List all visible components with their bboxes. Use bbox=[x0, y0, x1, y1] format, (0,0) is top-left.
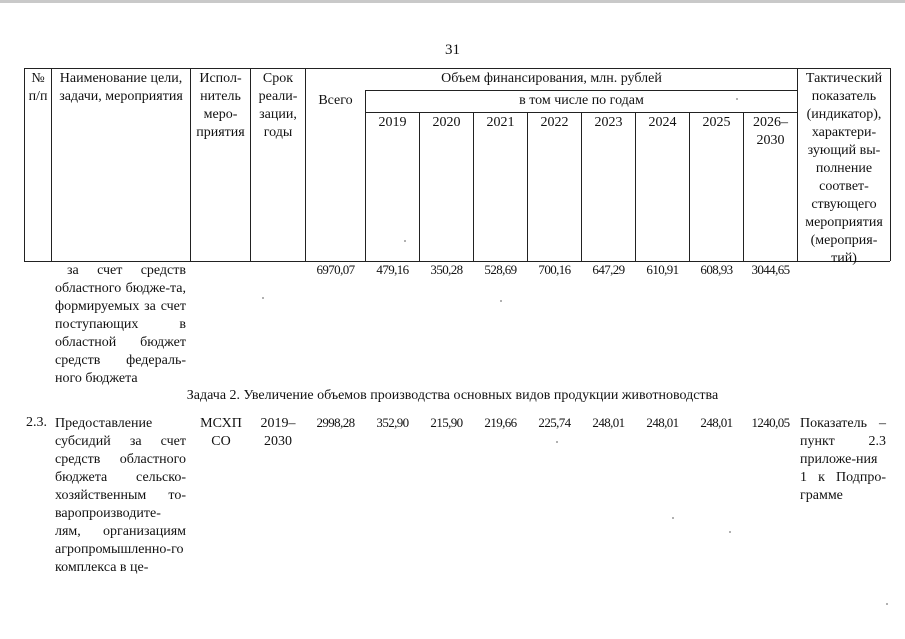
row-2-3-value: 1240,05 bbox=[751, 415, 790, 430]
header-year: 2020 bbox=[432, 115, 461, 130]
row-2-3-number: 2.3. bbox=[26, 415, 47, 430]
row-regional-value: 479,16 bbox=[376, 262, 409, 277]
header-executor: Испол-нитель меро-приятия bbox=[196, 71, 245, 140]
task-title: Задача 2. Увеличение объемов производства основных видов продукции животноводства bbox=[186, 388, 719, 403]
row-regional-total: 6970,07 bbox=[316, 262, 355, 277]
row-regional-text: за счет средств областного бюдже-та, формируемых за счет поступающих в областной бюджет средств федераль-ного бюджета bbox=[55, 263, 186, 386]
header-year: 2025 bbox=[702, 115, 731, 130]
row-regional-value: 610,91 bbox=[646, 262, 679, 277]
row-regional-value: 608,93 bbox=[700, 262, 733, 277]
header-no: № п/п bbox=[28, 71, 48, 104]
header-year: 2021 bbox=[486, 115, 515, 130]
header-term: Срок реали-зации, годы bbox=[258, 71, 298, 140]
header-total: Всего bbox=[318, 93, 353, 108]
header-year: 2026– 2030 bbox=[753, 115, 788, 148]
row-regional-value: 528,69 bbox=[484, 262, 517, 277]
header-financing: Объем финансирования, млн. рублей bbox=[441, 71, 662, 86]
row-2-3-text: Предоставление субсидий за счет средств областного бюджета сельско-хозяйственным то-варопроизводите-лям, организациям агропромышленно-го комплекса в це- bbox=[55, 416, 186, 575]
row-2-3-value: 215,90 bbox=[430, 415, 463, 430]
page-top-edge bbox=[0, 0, 905, 3]
row-2-3-value: 248,01 bbox=[700, 415, 733, 430]
header-indicator: Тактический показатель (индикатор), характери-зующий вы-полнение соответ-ствующего мероприятия (мероприя-тий) bbox=[805, 71, 883, 266]
row-2-3-value: 219,66 bbox=[484, 415, 517, 430]
header-year: 2024 bbox=[648, 115, 677, 130]
header-year: 2023 bbox=[594, 115, 623, 130]
header-year: 2019 bbox=[378, 115, 407, 130]
row-2-3-indicator: Показатель – пункт 2.3 приложе-ния 1 к Подпро-грамме bbox=[800, 416, 886, 503]
header-by-years: в том числе по годам bbox=[519, 93, 644, 108]
row-2-3-total: 2998,28 bbox=[316, 415, 355, 430]
row-2-3-executor: МСХП СО bbox=[200, 416, 242, 449]
row-2-3-term: 2019– 2030 bbox=[260, 416, 296, 449]
row-regional-value: 350,28 bbox=[430, 262, 463, 277]
row-2-3-value: 352,90 bbox=[376, 415, 409, 430]
page-number: 31 bbox=[445, 42, 460, 58]
row-regional-value: 647,29 bbox=[592, 262, 625, 277]
header-name: Наименование цели, задачи, мероприятия bbox=[59, 71, 183, 104]
row-2-3-value: 225,74 bbox=[538, 415, 571, 430]
row-regional-value: 700,16 bbox=[538, 262, 571, 277]
row-regional-value: 3044,65 bbox=[751, 262, 790, 277]
row-2-3-value: 248,01 bbox=[592, 415, 625, 430]
row-2-3-value: 248,01 bbox=[646, 415, 679, 430]
header-year: 2022 bbox=[540, 115, 569, 130]
